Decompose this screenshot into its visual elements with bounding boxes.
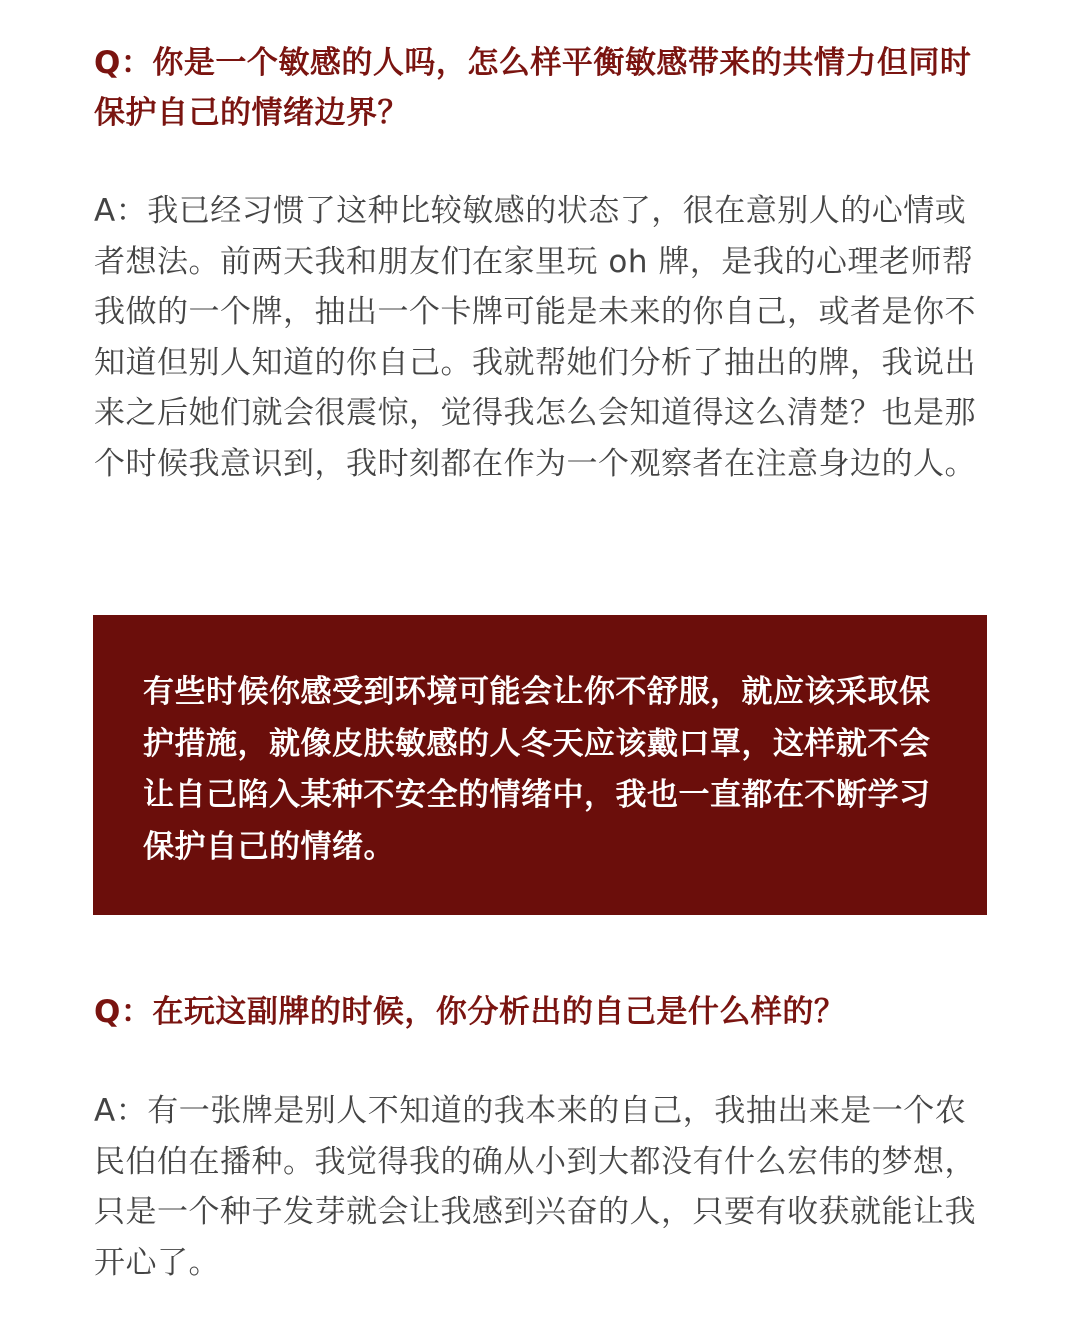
question-2: Q：在玩这副牌的时候，你分析出的自己是什么样的？ — [94, 994, 846, 1030]
highlight-quote-box — [93, 615, 987, 915]
answer-2: A：有一张牌是别人不知道的我本来的自己，我抽出来是一个农民伯伯在播种。我觉得我的确从小到大都没有什么宏伟的梦想，只是一个种子发芽就会让我感到兴奋的人，只要有收获就能让我开心了。 — [94, 1093, 976, 1281]
question-1: Q：你是一个敏感的人吗，怎么样平衡敏感带来的共情力但同时保护自己的情绪边界？ — [94, 45, 972, 131]
highlight-quote-text: 有些时候你感受到环境可能会让你不舒服，就应该采取保护措施，就像皮肤敏感的人冬天应该戴口罩，这样就不会让自己陷入某种不安全的情绪中，我也一直都在不断学习保护自己的情绪。 — [143, 674, 931, 865]
answer-1: A：我已经习惯了这种比较敏感的状态了，很在意别人的心情或者想法。前两天我和朋友们在家里玩 oh 牌，是我的心理老师帮我做的一个牌，抽出一个卡牌可能是未来的你自己，或者是你不知道但别人知道的你自己。我就帮她们分析了抽出的牌，我说出来之后她们就会很震惊，觉得我怎么会知道得这么清楚？也是那个时候我意识到，我时刻都在作为一个观察者在注意身边的人。 — [94, 193, 976, 482]
